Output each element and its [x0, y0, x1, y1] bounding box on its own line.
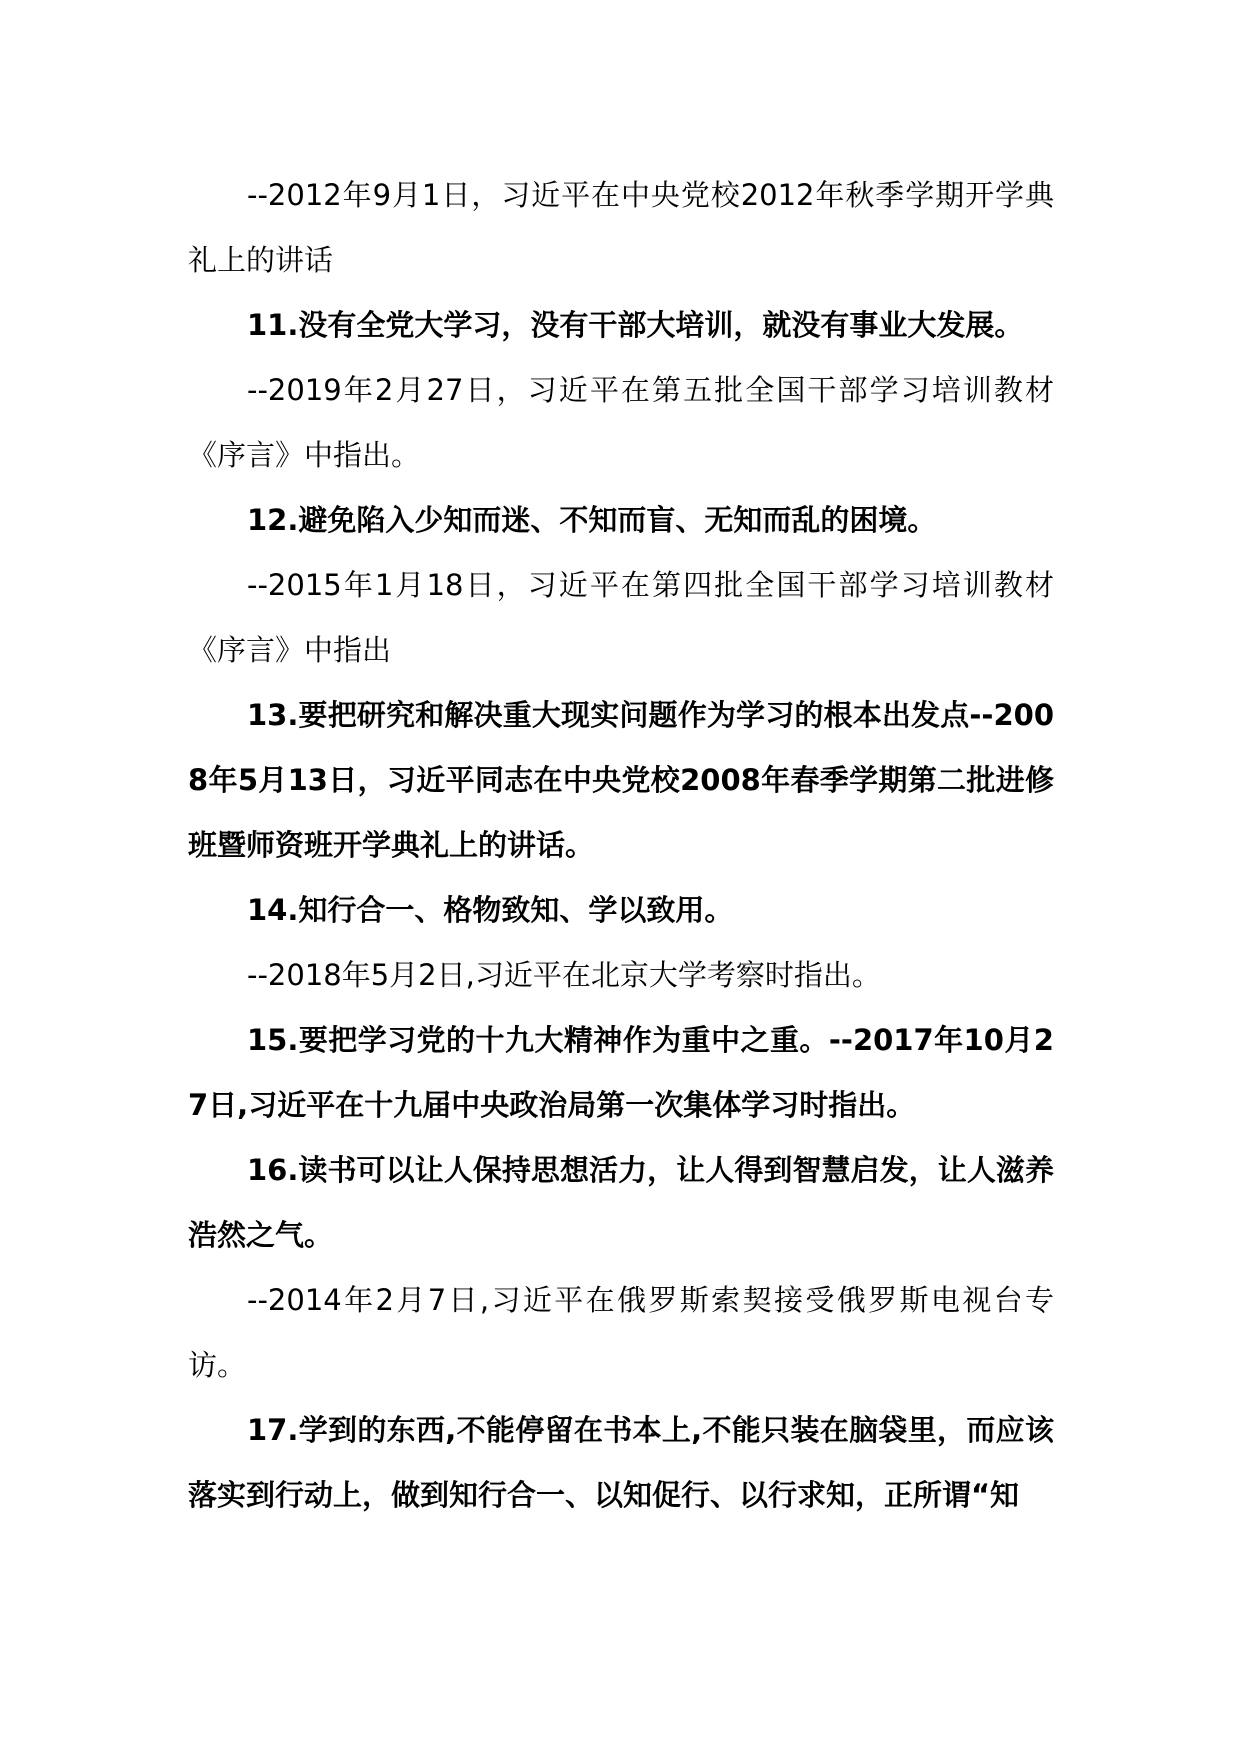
- source-note: --2012年9月1日，习近平在中央党校2012年秋季学期开学典礼上的讲话: [188, 178, 1054, 277]
- quote-item-17: 17.学到的东西,不能停留在书本上,不能只装在脑袋里，而应该落实到行动上，做到知行合一、以知促行、以行求知，正所谓“知: [188, 1413, 1054, 1512]
- quote-item-11: 11.没有全党大学习，没有干部大培训，就没有事业大发展。: [247, 308, 1024, 342]
- quote-item-15: 15.要把学习党的十九大精神作为重中之重。--2017年10月27日,习近平在十九届中央政治局第一次集体学习时指出。: [188, 1023, 1054, 1122]
- source-note: --2015年1月18日，习近平在第四批全国干部学习培训教材《序言》中指出: [188, 568, 1054, 667]
- document-body: [188, 163, 1054, 1528]
- quote-item-14: 14.知行合一、格物致知、学以致用。: [247, 893, 734, 927]
- source-note: --2019年2月27日，习近平在第五批全国干部学习培训教材《序言》中指出。: [188, 373, 1054, 472]
- source-note: --2018年5月2日,习近平在北京大学考察时指出。: [247, 958, 881, 992]
- quote-item-16: 16.读书可以让人保持思想活力，让人得到智慧启发，让人滋养浩然之气。: [188, 1153, 1054, 1252]
- quote-item-12: 12.避免陷入少知而迷、不知而盲、无知而乱的困境。: [247, 503, 937, 537]
- quote-item-13: 13.要把研究和解决重大现实问题作为学习的根本出发点--2008年5月13日，习近平同志在中央党校2008年春季学期第二批进修班暨师资班开学典礼上的讲话。: [188, 698, 1054, 862]
- source-note: --2014年2月7日,习近平在俄罗斯索契接受俄罗斯电视台专访。: [188, 1283, 1054, 1382]
